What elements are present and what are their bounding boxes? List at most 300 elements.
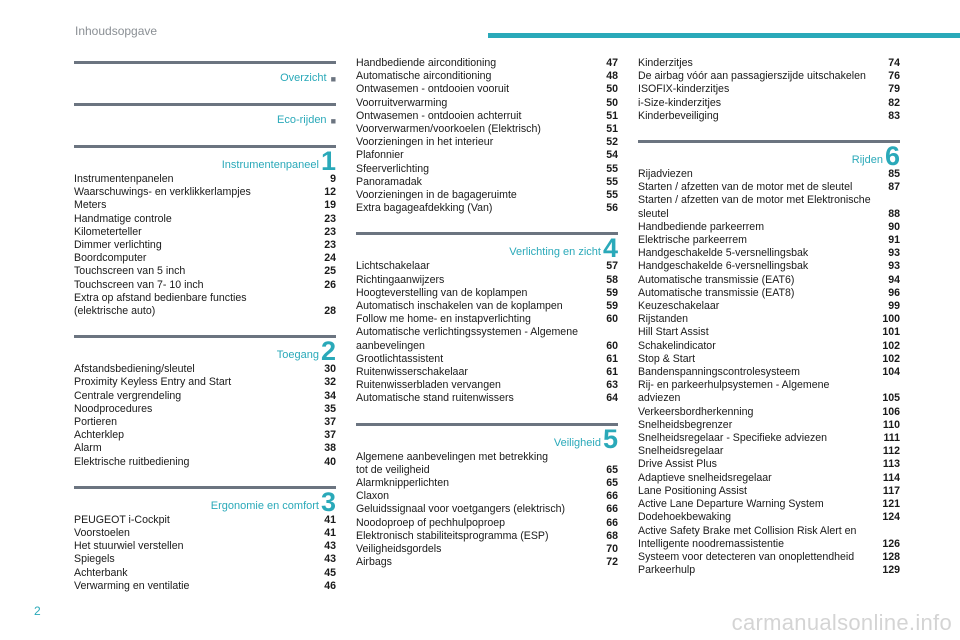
entry-page-number: 126 [882,537,900,550]
section-number: 6 [884,141,900,172]
entry-page-number: 117 [882,484,900,497]
entry-page-number: 41 [324,527,336,540]
entry-label: Rij- en parkeerhulpsystemen - Algemene adviezen [638,379,830,405]
entry-label: Voorruitverwarming [356,96,448,109]
toc-entry[interactable] [356,97,618,110]
toc-entry[interactable] [638,472,900,485]
entry-page-number: 93 [888,260,900,273]
toc-entry[interactable] [356,136,618,149]
toc-entry[interactable] [638,274,900,287]
entry-label: Afstandsbediening/sleutel [74,363,195,376]
toc-entry[interactable] [356,556,618,569]
entry-page-number: 47 [606,57,618,69]
toc-section [74,486,336,593]
entry-label: Automatische verlichtingssystemen - Algemene [356,326,578,339]
toc-entry[interactable] [638,97,900,110]
toc-entry[interactable] [74,305,336,318]
toc-entry[interactable] [74,199,336,212]
toc-entry[interactable] [356,57,618,70]
toc-entry[interactable] [74,279,336,292]
entry-page-number: 79 [888,83,900,96]
section-title: Instrumentenpaneel [221,159,319,171]
entry-page-number: 51 [606,109,618,122]
entry-label: Keuzeschakelaar [638,300,720,313]
entry-label: Handmatige controle [74,212,172,225]
section-header [74,103,336,128]
entry-label: Snelheidsregelaar [638,445,724,458]
entry-page-number: 48 [606,70,618,83]
toc-entry[interactable] [638,353,900,366]
entry-label: sleutel [638,207,669,220]
entry-label: Spiegels [74,553,115,566]
toc-entry[interactable] [74,442,336,455]
entry-label: Systeem voor detecteren van onoplettendheid [638,550,855,563]
entry-page-number: 113 [882,458,900,471]
toc-entry[interactable] [74,226,336,239]
entry-page-number: 72 [606,556,618,569]
section-header [74,61,336,86]
entry-page-number: 124 [882,511,900,524]
entry-page-number: 30 [324,363,336,376]
toc-entry[interactable] [356,490,618,503]
entry-page-number: 110 [882,418,900,431]
section-header [356,423,618,454]
entry-label: Schakelindicator [638,339,716,352]
section-title: Overzicht [280,72,327,84]
entry-label: Adaptieve snelheidsregelaar [638,471,772,484]
entry-label: PEUGEOT i-Cockpit [74,513,170,526]
toc-entry[interactable] [74,416,336,429]
section-header [356,232,618,264]
toc-entry[interactable] [638,511,900,524]
toc-section [74,103,336,128]
entry-label: Verwarming en ventilatie [74,579,190,592]
toc-entry[interactable] [638,168,900,181]
entry-label: Extra op afstand bedienbare functies [74,291,247,304]
toc-entry[interactable] [638,57,900,70]
entry-page-number: 59 [606,286,618,299]
entry-label: Automatische transmissie (EAT6) [638,273,795,286]
section-heading[interactable] [851,141,900,172]
entry-label: Portieren [74,416,117,429]
toc-entry[interactable] [74,540,336,553]
entry-label: (elektrische auto) [74,305,156,318]
entry-label: Geluidssignaal voor voetgangers (elektrisch) [356,503,566,516]
toc-entry[interactable] [638,445,900,458]
toc-entry[interactable] [638,300,900,313]
page-number: 2 [34,604,41,618]
entry-label: Snelheidsregelaar - Specifieke adviezen [638,432,828,445]
entry-page-number: 41 [324,513,336,526]
entry-label: Sfeerverlichting [356,162,430,175]
entry-page-number: 50 [606,96,618,109]
entry-label: Elektrische ruitbediening [74,455,190,468]
toc-entry[interactable] [356,477,618,490]
entry-label: Elektronisch stabiliteitsprogramma (ESP) [356,529,549,542]
section-heading[interactable] [509,233,618,264]
entry-page-number: 66 [606,516,618,529]
entry-label: Starten / afzetten van de motor met de sleutel [638,181,853,194]
entry-page-number: 26 [324,278,336,291]
entry-page-number: 94 [888,273,900,286]
entry-page-number: 87 [888,181,900,194]
entry-page-number: 121 [882,498,900,511]
entry-label: Stop & Start [638,352,696,365]
toc-entry[interactable] [356,503,618,516]
toc-entry[interactable] [74,213,336,226]
entry-page-number: 50 [606,83,618,96]
toc-entry[interactable] [356,530,618,543]
toc-entry[interactable] [74,553,336,566]
toc-entry[interactable] [74,363,336,376]
toc-section [74,61,336,86]
toc-entry[interactable] [356,149,618,162]
section-header [74,486,336,517]
entry-page-number: 101 [882,326,900,339]
entry-page-number: 128 [882,550,900,563]
entry-label: Handgeschakelde 5-versnellingsbak [638,247,809,260]
entry-page-number: 55 [606,175,618,188]
entry-label: Automatische stand ruitenwissers [356,392,514,405]
toc-entry[interactable] [356,189,618,202]
toc-entry[interactable] [638,194,900,207]
section-heading[interactable] [280,72,336,84]
toc-entry[interactable] [356,543,618,556]
entry-label: Follow me home- en instapverlichting [356,313,531,326]
section-title: Ergonomie en comfort [210,499,319,512]
entry-page-number: 61 [606,366,618,379]
toc-entry[interactable] [74,527,336,540]
toc-entry[interactable] [638,110,900,123]
entry-page-number: 99 [888,300,900,313]
toc-entry[interactable] [356,379,618,392]
section-heading[interactable] [221,146,336,176]
entry-label: Ontwasemen - ontdooien vooruit [356,83,510,96]
section-heading[interactable] [210,486,336,517]
toc-entry[interactable] [356,517,618,530]
entry-page-number: 25 [324,265,336,278]
entry-label: Automatische airconditioning [356,70,492,83]
toc-entry[interactable] [356,110,618,123]
entry-label: Touchscreen van 7- 10 inch [74,278,204,291]
entry-page-number: 111 [883,432,900,445]
toc-entry[interactable] [638,287,900,300]
entry-label: Bandenspanningscontrolesysteem [638,366,800,379]
entry-label: Intelligente noodremassistentie [638,537,785,550]
entry-page-number: 61 [606,352,618,365]
toc-entry[interactable] [638,419,900,432]
toc-entry[interactable] [356,340,618,353]
entry-page-number: 46 [324,579,336,592]
section-header [74,145,336,176]
entry-page-number: 76 [888,70,900,83]
toc-entry[interactable] [356,83,618,96]
entry-label: Dodehoekbewaking [638,511,732,524]
toc-entry[interactable] [74,456,336,469]
toc-entry[interactable] [356,313,618,326]
toc-entry[interactable] [638,538,900,551]
toc-entry[interactable] [638,221,900,234]
entry-page-number: 82 [888,96,900,109]
entry-label: Automatische transmissie (EAT8) [638,286,795,299]
entry-label: Grootlichtassistent [356,352,444,365]
section-title: Veiligheid [553,436,601,449]
entry-label: Panoramadak [356,175,422,188]
entry-page-number: 60 [606,313,618,326]
entry-label: Het stuurwiel verstellen [74,540,184,553]
entry-page-number: 66 [606,503,618,516]
entry-label: Noodoproep of pechhulpoproep [356,516,506,529]
entry-label: Lichtschakelaar [356,260,430,273]
toc-entry[interactable] [638,406,900,419]
toc-entry[interactable] [638,340,900,353]
header-accent-bar [488,33,960,38]
watermark: carmanualsonline.info [731,610,952,635]
toc-entry[interactable] [356,300,618,313]
toc-entry[interactable] [74,390,336,403]
entry-page-number: 63 [606,379,618,392]
toc-entry[interactable] [74,292,336,305]
entry-label: Touchscreen van 5 inch [74,265,186,278]
toc-entry[interactable] [638,366,900,379]
entry-label: Ontwasemen - ontdooien achterruit [356,109,522,122]
entry-page-number: 105 [882,392,900,405]
entry-page-number: 45 [324,566,336,579]
entry-label: tot de veiligheid [356,463,430,476]
entry-page-number: 96 [888,286,900,299]
entry-label: Richtingaanwijzers [356,273,445,286]
entry-label: Airbags [356,556,392,569]
entry-label: ISOFIX-kinderzitjes [638,83,730,96]
entry-page-number: 102 [882,352,900,365]
section-number: 4 [602,233,618,264]
toc-entry[interactable] [638,525,900,538]
toc-entry[interactable] [638,498,900,511]
entry-page-number: 112 [882,445,900,458]
toc-entry[interactable] [638,551,900,564]
toc-entry[interactable] [638,485,900,498]
page-header-title: Inhoudsopgave [75,24,158,38]
entry-label: Dimmer verlichting [74,239,162,252]
toc-entry[interactable] [638,83,900,96]
toc-entry[interactable] [74,376,336,389]
entry-page-number: 32 [324,376,336,389]
entry-page-number: 40 [324,455,336,468]
toc-entry[interactable] [638,247,900,260]
toc-entry[interactable] [356,451,618,464]
entry-page-number: 12 [324,186,336,199]
entry-label: Extra bagageafdekking (Van) [356,202,493,215]
entry-label: Alarmknipperlichten [356,477,450,490]
entry-page-number: 65 [606,477,618,490]
toc-entry[interactable] [638,260,900,273]
entry-label: Algemene aanbevelingen met betrekking [356,450,548,463]
entry-label: Drive Assist Plus [638,458,717,471]
toc-entry[interactable] [74,403,336,416]
entry-page-number: 24 [324,252,336,265]
toc-entry[interactable] [356,392,618,405]
entry-page-number: 28 [324,305,336,318]
entry-page-number: 35 [324,402,336,415]
section-number: 3 [320,486,336,517]
toc-entry[interactable] [356,464,618,477]
entry-label: Hoogteverstelling van de koplampen [356,286,528,299]
entry-page-number: 93 [888,247,900,260]
toc-entry[interactable] [638,432,900,445]
entry-label: Boordcomputer [74,252,147,265]
toc-entry[interactable] [74,567,336,580]
entry-label: Lane Positioning Assist [638,484,747,497]
toc-entry[interactable] [356,70,618,83]
entry-label: Proximity Keyless Entry and Start [74,376,232,389]
entry-label: Plafonnier [356,149,404,162]
section-number: 5 [602,423,618,454]
entry-label: Kinderzitjes [638,57,693,69]
toc-section [638,57,900,123]
entry-label: Kinderbeveiliging [638,109,719,122]
entry-label: Meters [74,199,107,212]
entry-page-number: 54 [606,149,618,162]
entry-page-number: 129 [882,564,900,577]
toc-section [356,57,618,215]
toc-entry[interactable] [74,252,336,265]
toc-entry[interactable] [356,163,618,176]
toc-section [74,145,336,318]
entry-page-number: 52 [606,136,618,149]
entry-page-number: 68 [606,529,618,542]
section-title: Eco-rijden [277,114,327,126]
section-number: 1 [320,146,336,176]
entry-label: Voorzieningen in het interieur [356,136,494,149]
entry-page-number: 58 [606,273,618,286]
toc-entry[interactable] [638,564,900,577]
entry-page-number: 83 [888,109,900,122]
entry-page-number: 34 [324,389,336,402]
entry-page-number: 106 [882,405,900,418]
entry-label: Achterbank [74,566,128,579]
entry-label: Rijadviezen [638,168,693,181]
entry-label: Centrale vergrendeling [74,389,182,402]
toc-entry[interactable] [356,202,618,215]
entry-label: Elektrische parkeerrem [638,234,747,247]
section-number: 2 [320,336,336,367]
entry-label: De airbag vóór aan passagierszijde uitschakelen [638,70,866,83]
toc-entry[interactable] [638,234,900,247]
toc-column-1 [74,57,336,610]
entry-label: Claxon [356,490,389,503]
entry-label: Ruitenwisserbladen vervangen [356,379,501,392]
section-title: Rijden [851,154,883,167]
entry-label: Active Lane Departure Warning System [638,498,824,511]
toc-entry[interactable] [638,181,900,194]
entry-label: Ruitenwisserschakelaar [356,366,468,379]
toc-entry[interactable] [74,514,336,527]
entry-page-number: 64 [606,392,618,405]
toc-entry[interactable] [74,429,336,442]
toc-section [638,140,900,577]
toc-entry[interactable] [638,458,900,471]
toc-entry[interactable] [638,313,900,326]
toc-entry[interactable] [74,173,336,186]
entry-label: Rijstanden [638,313,689,326]
entry-page-number: 90 [888,220,900,233]
section-marker-icon: ■ [330,74,336,84]
toc-entry[interactable] [638,379,900,405]
entry-page-number: 91 [888,234,900,247]
entry-page-number: 88 [888,207,900,220]
toc-section [356,232,618,405]
entry-label: Alarm [74,442,102,455]
entry-page-number: 65 [606,463,618,476]
toc-entry[interactable] [638,326,900,339]
entry-label: i-Size-kinderzitjes [638,96,722,109]
section-title: Toegang [276,349,319,362]
toc-entry[interactable] [74,265,336,278]
entry-page-number: 60 [606,339,618,352]
entry-page-number: 43 [324,553,336,566]
toc-entry[interactable] [638,70,900,83]
toc-entry[interactable] [356,176,618,189]
entry-label: Veiligheidsgordels [356,543,442,556]
toc-entry[interactable] [638,208,900,221]
entry-label: Kilometerteller [74,225,142,238]
toc-entry[interactable] [74,580,336,593]
entry-page-number: 43 [324,540,336,553]
entry-page-number: 56 [606,202,618,215]
toc-entry[interactable] [356,123,618,136]
entry-page-number: 100 [882,313,900,326]
entry-page-number: 37 [324,416,336,429]
toc-entry[interactable] [356,274,618,287]
toc-entry[interactable] [356,353,618,366]
entry-label: Hill Start Assist [638,326,709,339]
toc-entry[interactable] [356,326,618,339]
entry-page-number: 55 [606,189,618,202]
section-heading[interactable] [277,114,336,126]
entry-page-number: 59 [606,300,618,313]
entry-label: Snelheidsbegrenzer [638,418,733,431]
entry-label: Handbediende parkeerrem [638,220,765,233]
entry-label: Waarschuwings- en verklikkerlampjes [74,186,251,199]
entry-page-number: 55 [606,162,618,175]
toc-entry[interactable] [74,239,336,252]
section-header [74,335,336,367]
entry-label: Verkeersbordherkenning [638,405,754,418]
entry-page-number: 38 [324,442,336,455]
section-heading[interactable] [276,336,336,367]
entry-page-number: 37 [324,429,336,442]
toc-column-3 [638,57,900,594]
entry-label: Instrumentenpanelen [74,173,174,185]
toc-section [74,335,336,469]
entry-label: Active Safety Brake met Collision Risk Alert en [638,524,857,537]
toc-entry[interactable] [356,366,618,379]
entry-label: Handbediende airconditioning [356,57,497,69]
section-heading[interactable] [553,423,618,454]
section-title: Verlichting en zicht [509,246,601,259]
toc-entry[interactable] [356,287,618,300]
entry-label: aanbevelingen [356,339,425,352]
toc-column-2 [356,57,618,587]
entry-page-number: 23 [324,225,336,238]
entry-page-number: 70 [606,543,618,556]
entry-page-number: 23 [324,212,336,225]
entry-page-number: 114 [882,471,900,484]
section-header [638,140,900,172]
entry-label: Handgeschakelde 6-versnellingsbak [638,260,809,273]
toc-entry[interactable] [356,260,618,273]
toc-entry[interactable] [74,186,336,199]
